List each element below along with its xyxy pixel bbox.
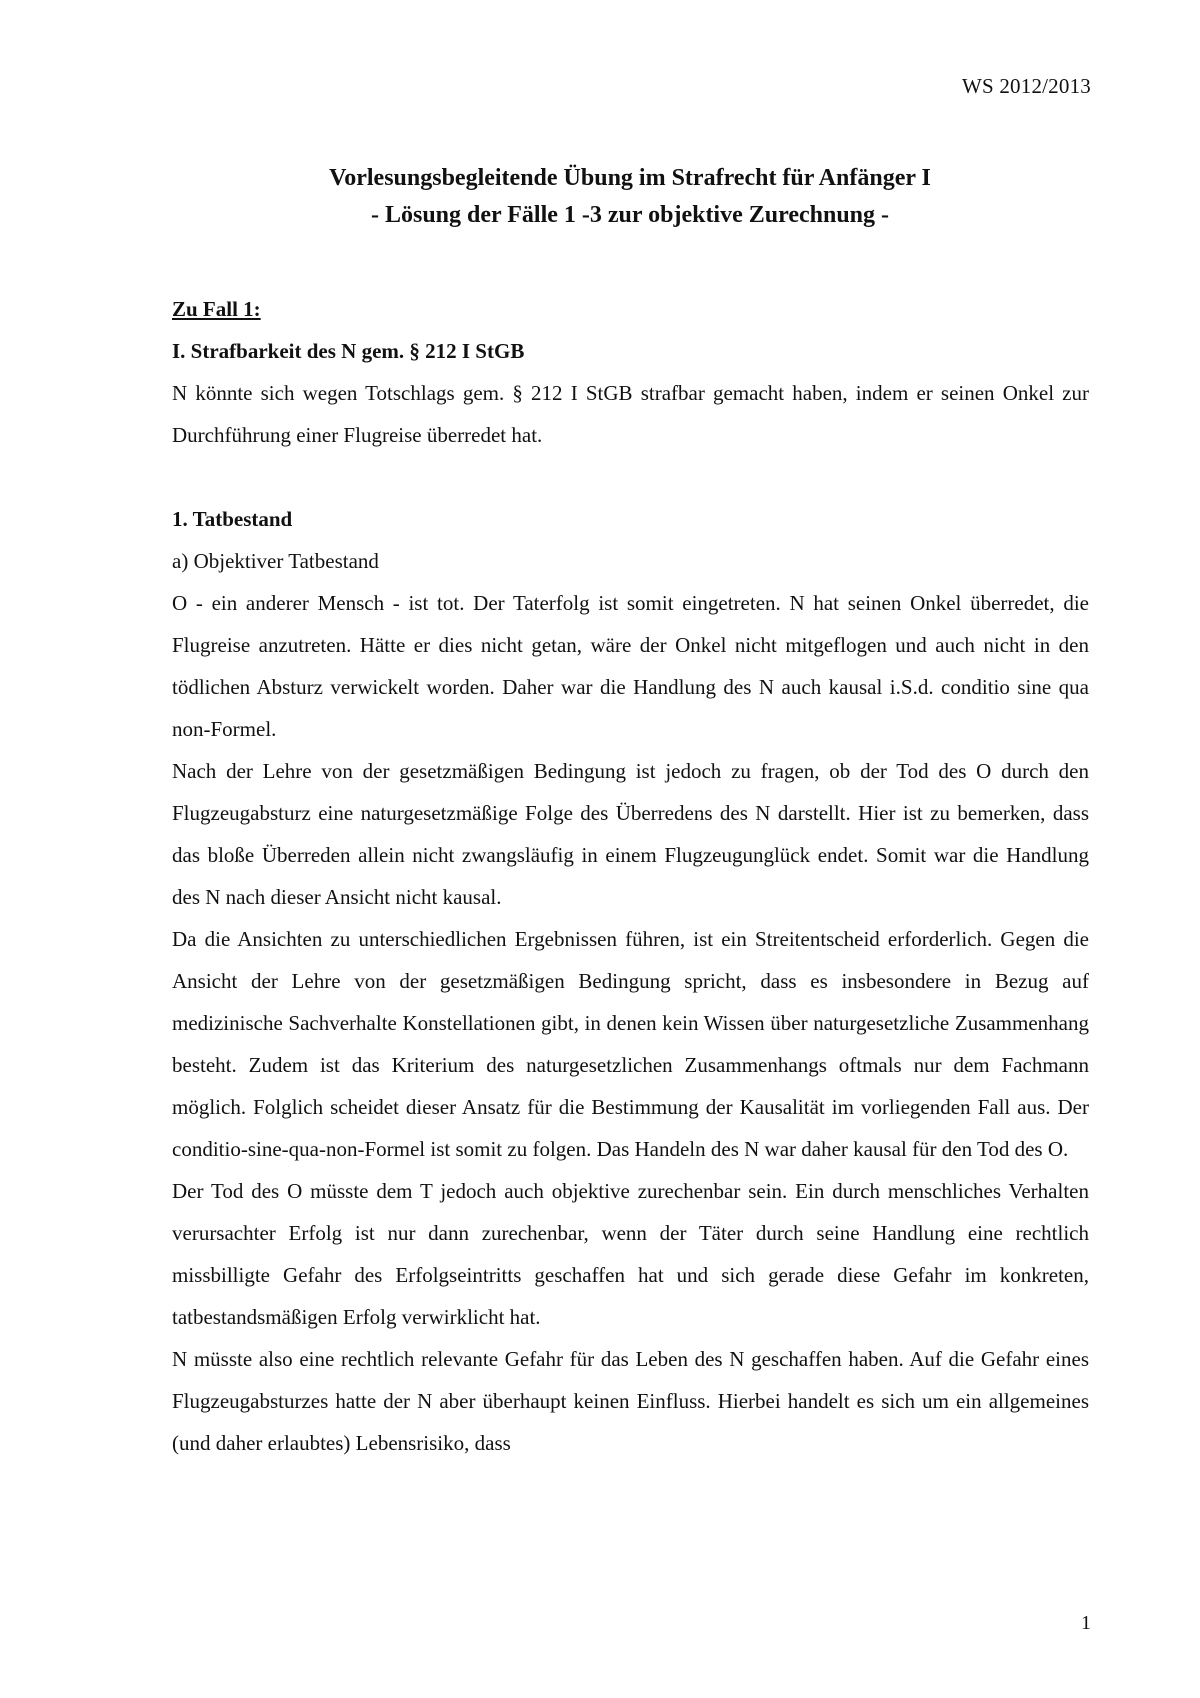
page-number: 1 — [1081, 1612, 1091, 1634]
intro-paragraph: N könnte sich wegen Totschlags gem. § 212 I StGB strafbar gemacht haben, indem er seinen Onkel zur Durchführung einer Flugreise überredet hat. — [172, 381, 1089, 447]
section-heading: I. Strafbarkeit des N gem. § 212 I StGB — [172, 339, 525, 363]
subsection-heading: 1. Tatbestand — [172, 507, 293, 531]
document-body — [172, 288, 1089, 1464]
paragraph-2: Nach der Lehre von der gesetzmäßigen Bedingung ist jedoch zu fragen, ob der Tod des O durch den Flugzeugabsturz eine naturgesetzmäßige Folge des Überredens des N darstellt. Hier ist zu bemerken, dass das bloße Überreden allein nicht zwangsläufig in einem Flugzeugunglück endet. Somit war die Handlung des N nach dieser Ansicht nicht kausal. — [172, 759, 1089, 909]
title-line-2: - Lösung der Fälle 1 -3 zur objektive Zurechnung - — [370, 202, 890, 228]
semester-label: WS 2012/2013 — [962, 74, 1091, 98]
case-heading: Zu Fall 1: — [172, 297, 261, 321]
document-title — [0, 160, 1200, 234]
spacer — [172, 456, 1089, 498]
paragraph-3: Da die Ansichten zu unterschiedlichen Ergebnissen führen, ist ein Streitentscheid erforderlich. Gegen die Ansicht der Lehre von der gesetzmäßigen Bedingung spricht, dass es insbesondere in Bezug auf medizinische Sachverhalte Konstellationen gibt, in denen kein Wissen über naturgesetzliche Zusammenhang besteht. Zudem ist das Kriterium des naturgesetzlichen Zusammenhangs oftmals nur dem Fachmann möglich. Folglich scheidet dieser Ansatz für die Bestimmung der Kausalität im vorliegenden Fall aus. Der conditio-sine-qua-non-Formel ist somit zu folgen. Das Handeln des N war daher kausal für den Tod des O. — [172, 927, 1089, 1161]
sub-heading-a: a) Objektiver Tatbestand — [172, 549, 379, 573]
paragraph-4: Der Tod des O müsste dem T jedoch auch objektive zurechenbar sein. Ein durch menschliches Verhalten verursachter Erfolg ist nur dann zurechenbar, wenn der Täter durch seine Handlung eine rechtlich missbilligte Gefahr des Erfolgseintritts geschaffen hat und sich gerade diese Gefahr im konkreten, tatbestandsmäßigen Erfolg verwirklicht hat. — [172, 1179, 1089, 1329]
title-line-1: Vorlesungsbegleitende Übung im Strafrecht für Anfänger I — [329, 165, 931, 191]
paragraph-1: O - ein anderer Mensch - ist tot. Der Taterfolg ist somit eingetreten. N hat seinen Onkel überredet, die Flugreise anzutreten. Hätte er dies nicht getan, wäre der Onkel nicht mitgeflogen und auch nicht in den tödlichen Absturz verwickelt worden. Daher war die Handlung des N auch kausal i.S.d. conditio sine qua non-Formel. — [172, 591, 1089, 741]
paragraph-5: N müsste also eine rechtlich relevante Gefahr für das Leben des N geschaffen haben. Auf die Gefahr eines Flugzeugabsturzes hatte der N aber überhaupt keinen Einfluss. Hierbei handelt es sich um ein allgemeines (und daher erlaubtes) Lebensrisiko, dass — [172, 1347, 1089, 1455]
